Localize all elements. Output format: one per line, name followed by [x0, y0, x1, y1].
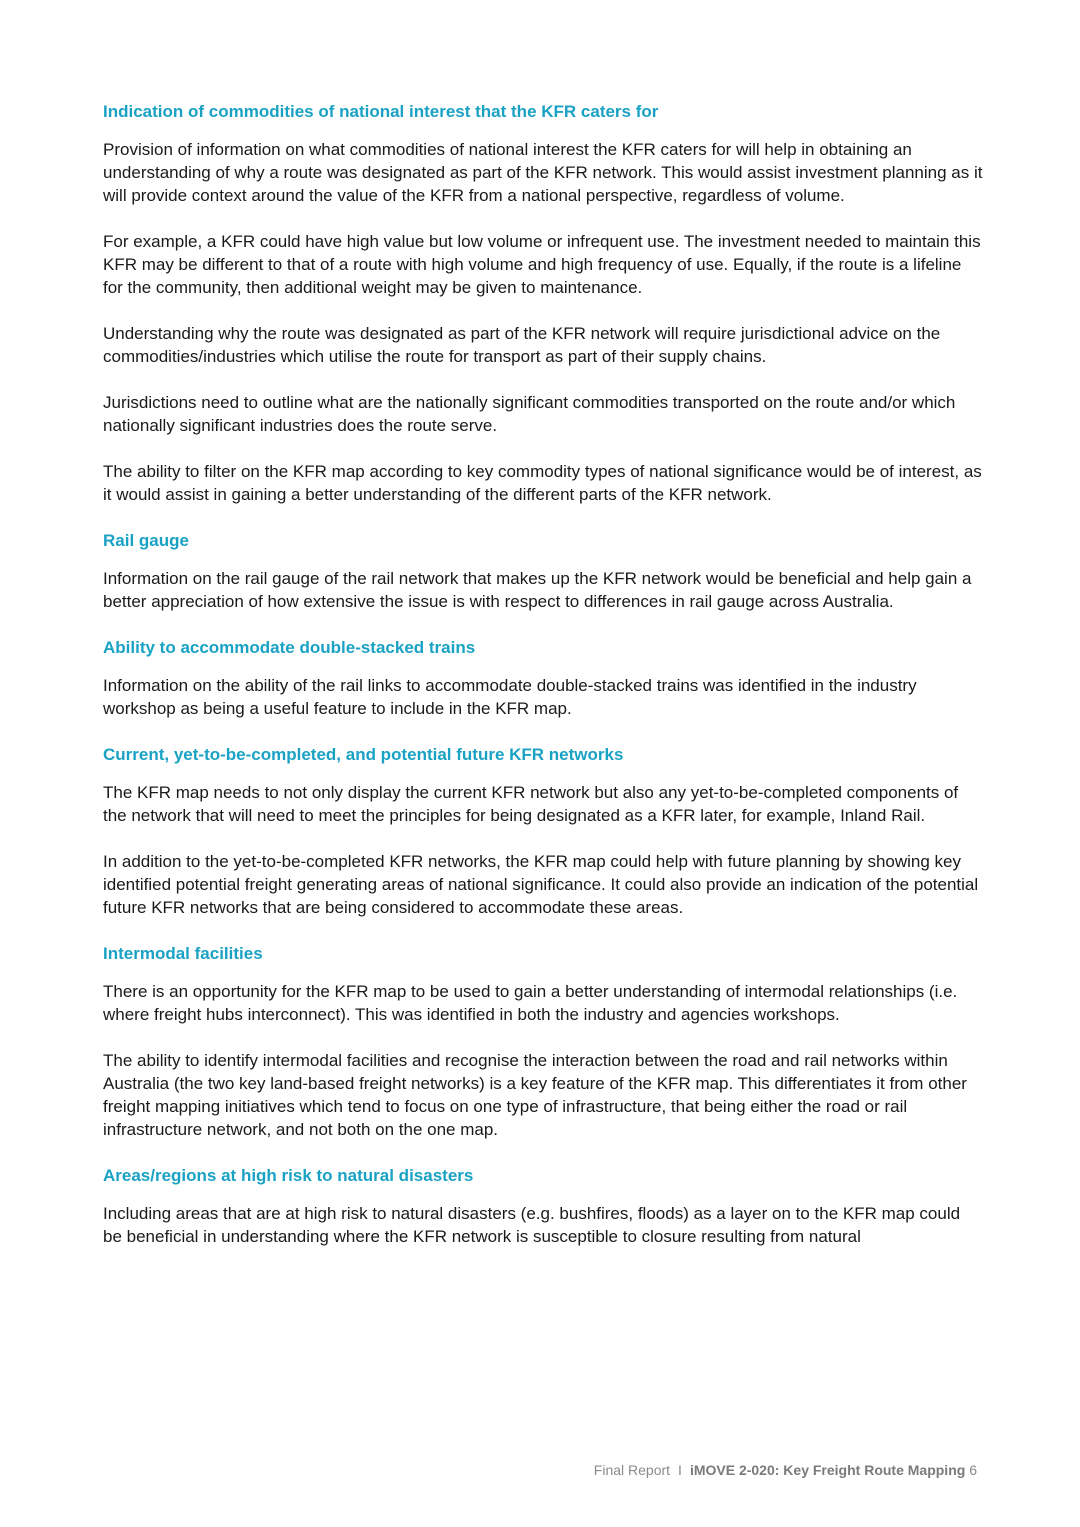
- paragraph: There is an opportunity for the KFR map to be used to gain a better understanding of intermodal relationships (i.e. where freight hubs interconnect). This was identified in both the industry and agencies workshops.: [103, 982, 958, 1024]
- paragraph: Provision of information on what commodities of national interest the KFR caters for will help in obtaining an understanding of why a route was designated as part of the KFR network. This would assist investment planning as it will provide context around the value of the KFR from a national perspective, regardless of volume.: [103, 140, 983, 205]
- paragraph: The KFR map needs to not only display the current KFR network but also any yet-to-be-completed components of the network that will need to meet the principles for being designated as a KFR later, for example, Inland Rail.: [103, 783, 959, 825]
- document-page: [103, 100, 983, 1271]
- footer-page-number: 6: [969, 1462, 977, 1478]
- paragraph: For example, a KFR could have high value but low volume or infrequent use. The investment needed to maintain this KFR may be different to that of a route with high volume and high frequency of use. Equally, if the route is a lifeline for the community, then additional weight may be given to maintenance.: [103, 232, 981, 297]
- section-heading: Indication of commodities of national interest that the KFR caters for: [103, 102, 659, 121]
- section-rail-gauge: [103, 529, 983, 613]
- section-kfr-networks: [103, 743, 983, 919]
- paragraph: Information on the rail gauge of the rail network that makes up the KFR network would be beneficial and help gain a better appreciation of how extensive the issue is with respect to differences in rail gauge across Australia.: [103, 569, 972, 611]
- section-natural-disasters: [103, 1164, 983, 1248]
- section-heading: Rail gauge: [103, 531, 189, 550]
- section-heading: Intermodal facilities: [103, 944, 263, 963]
- section-heading: Areas/regions at high risk to natural disasters: [103, 1166, 474, 1185]
- footer-doc-title: iMOVE 2-020: Key Freight Route Mapping: [689, 1462, 966, 1478]
- paragraph: The ability to filter on the KFR map according to key commodity types of national significance would be of interest, as it would assist in gaining a better understanding of the different parts of the KFR network.: [103, 462, 982, 504]
- footer-report-label: Final Report: [593, 1462, 671, 1478]
- paragraph: In addition to the yet-to-be-completed KFR networks, the KFR map could help with future planning by showing key identified potential freight generating areas of national significance. It could also provide an indication of the potential future KFR networks that are being considered to accommodate these areas.: [103, 852, 979, 917]
- page-footer: [594, 1460, 977, 1480]
- section-double-stacked-trains: [103, 636, 983, 720]
- section-commodities: [103, 100, 983, 506]
- section-heading: Current, yet-to-be-completed, and potential future KFR networks: [103, 745, 624, 764]
- paragraph: Understanding why the route was designated as part of the KFR network will require jurisdictional advice on the commodities/industries which utilise the route for transport as part of their supply chains.: [103, 324, 941, 366]
- section-intermodal-facilities: [103, 942, 983, 1141]
- paragraph: Jurisdictions need to outline what are the nationally significant commodities transported on the route and/or which nationally significant industries does the route serve.: [103, 393, 956, 435]
- paragraph: The ability to identify intermodal facilities and recognise the interaction between the road and rail networks within Australia (the two key land-based freight networks) is a key feature of the KFR map. This differentiates it from other freight mapping initiatives which tend to focus on one type of infrastructure, that being either the road or rail infrastructure network, and not both on the one map.: [103, 1051, 967, 1139]
- footer-separator: I: [678, 1462, 682, 1478]
- paragraph: Information on the ability of the rail links to accommodate double-stacked trains was identified in the industry workshop as being a useful feature to include in the KFR map.: [103, 676, 917, 718]
- paragraph: Including areas that are at high risk to natural disasters (e.g. bushfires, floods) as a layer on to the KFR map could be beneficial in understanding where the KFR network is susceptible to closure resulting from natural: [103, 1204, 961, 1246]
- section-heading: Ability to accommodate double-stacked trains: [103, 638, 476, 657]
